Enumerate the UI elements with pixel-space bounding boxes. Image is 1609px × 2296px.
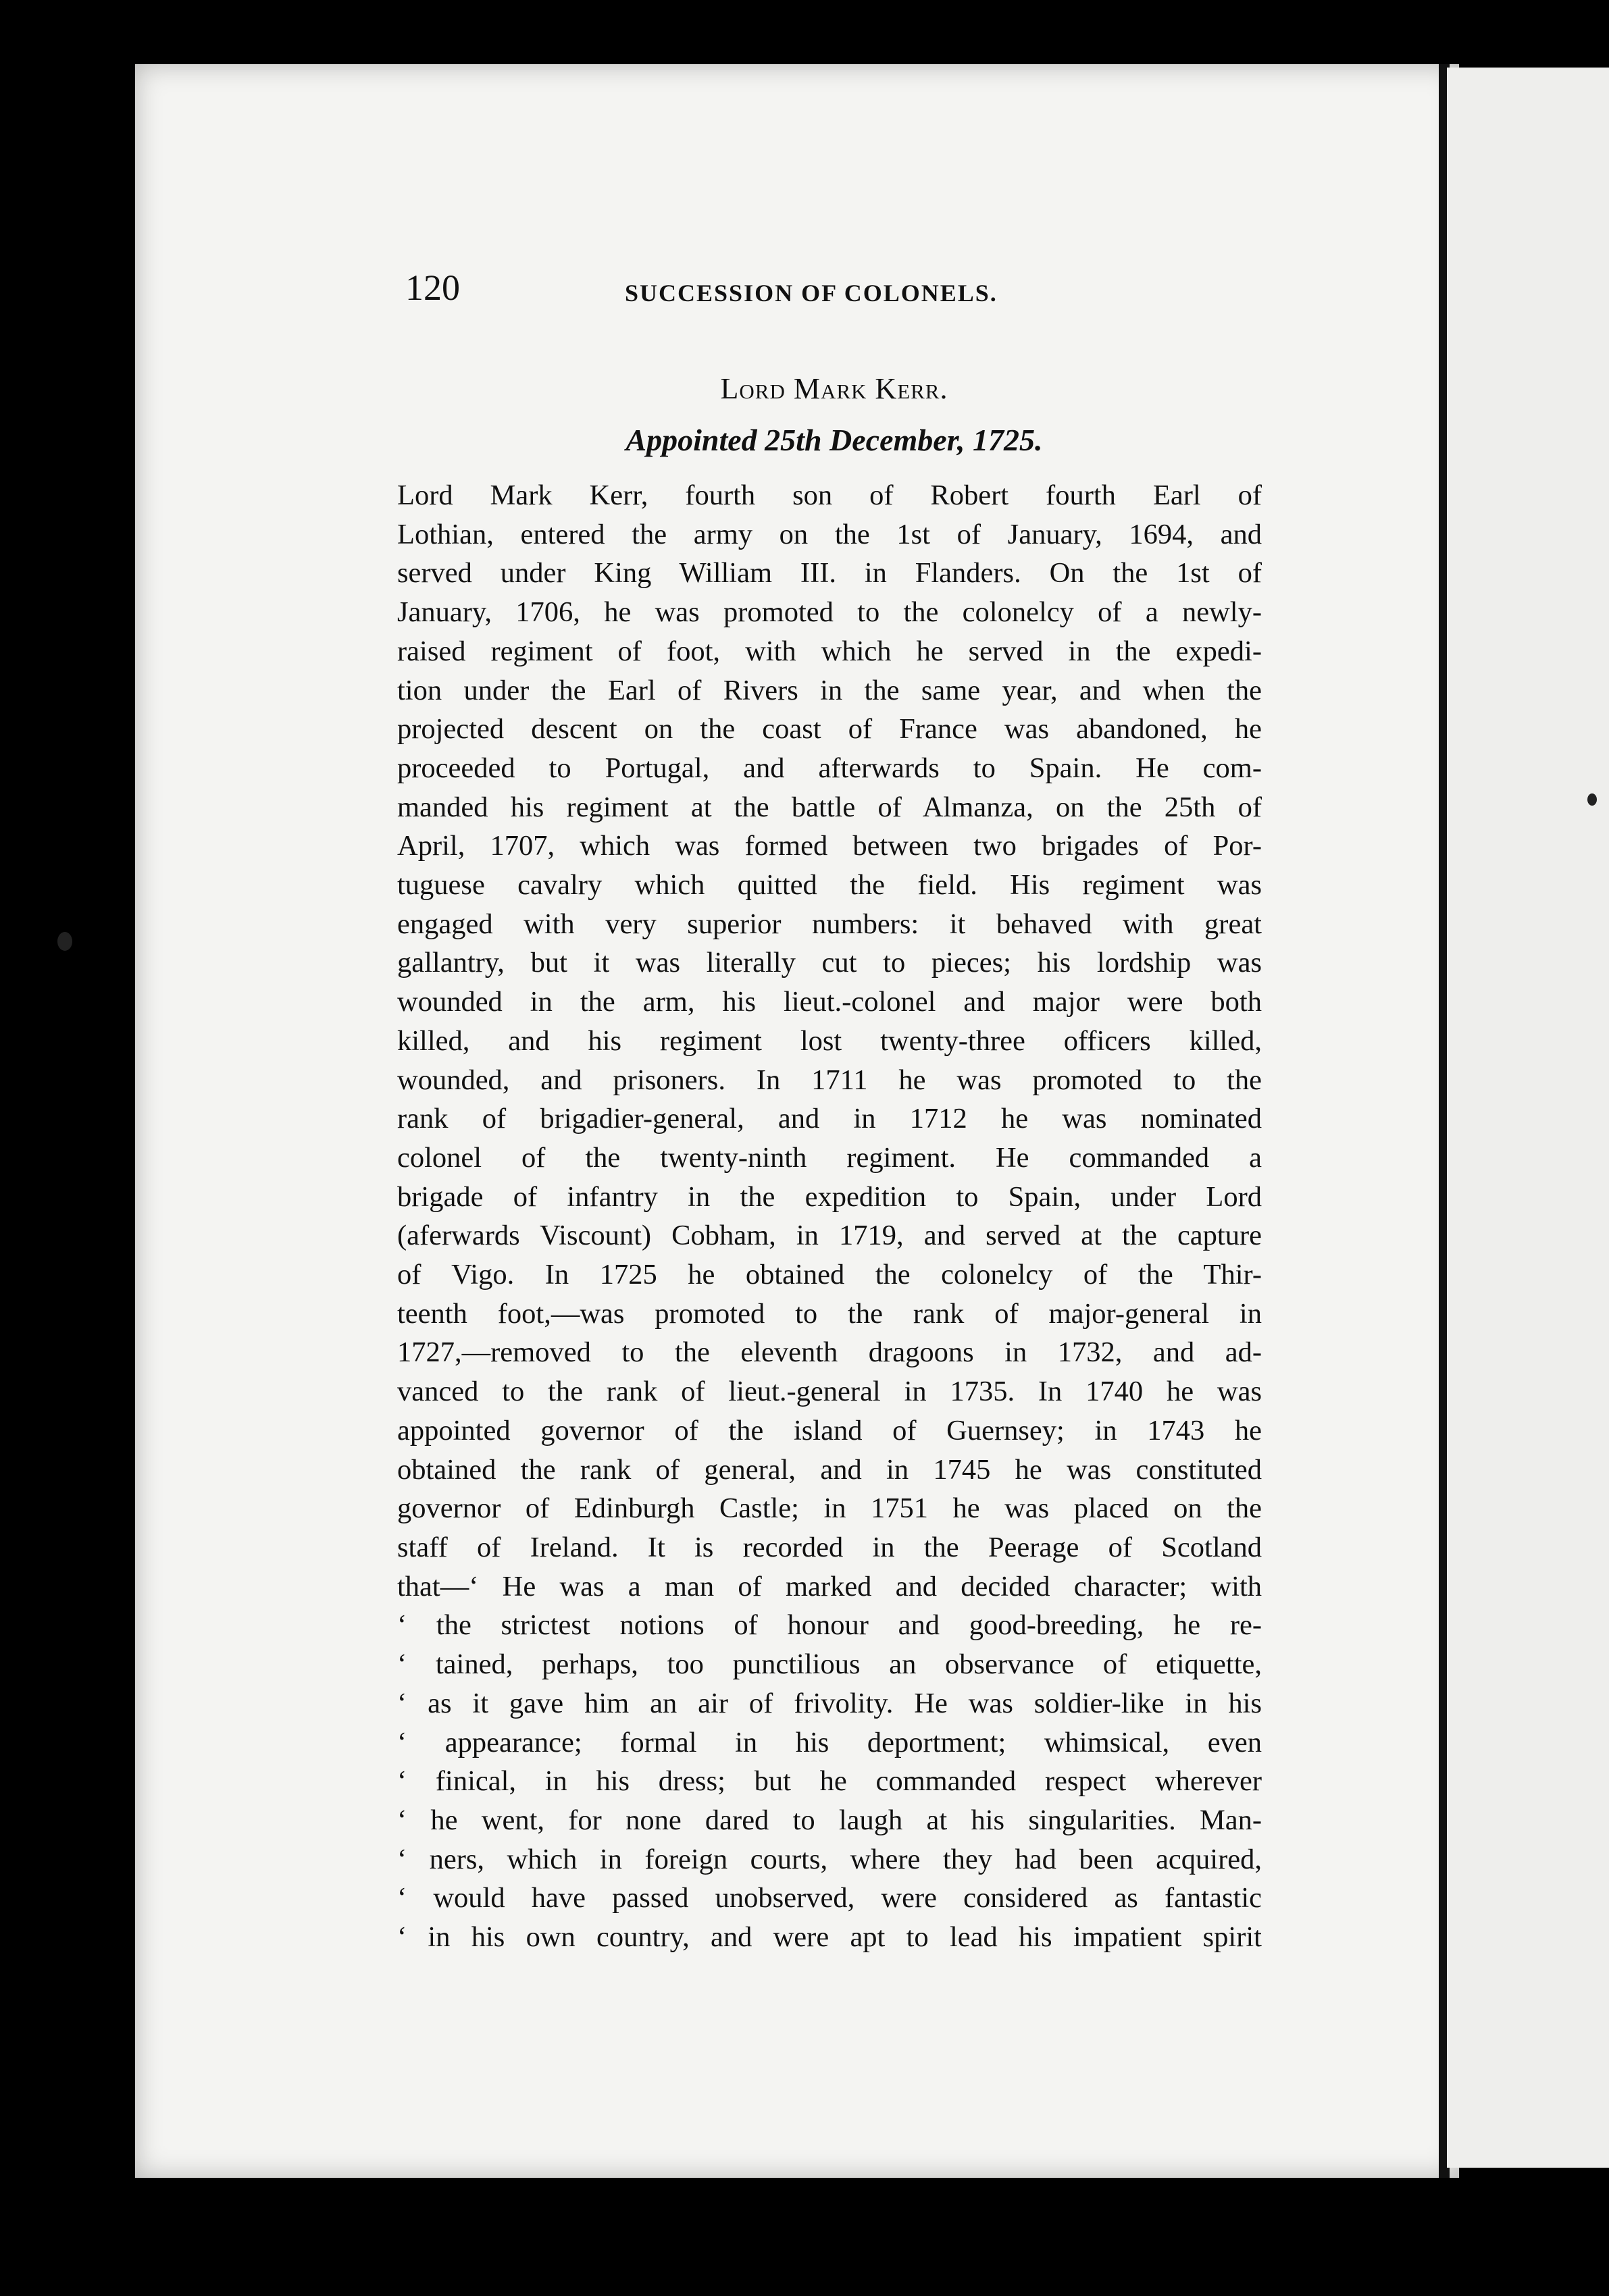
section-subtitle: Appointed 25th December, 1725. bbox=[625, 423, 1043, 457]
text-line: staff of Ireland. It is recorded in the Peerage of Scotland bbox=[397, 1531, 1262, 1563]
body-text bbox=[397, 476, 1262, 1957]
page-number: 120 bbox=[405, 267, 460, 308]
text-line: ‘ finical, in his dress; but he commanded respect wherever bbox=[397, 1765, 1262, 1798]
text-line: ‘ would have passed unobserved, were considered as fantastic bbox=[397, 1882, 1262, 1914]
text-line: tion under the Earl of Rivers in the same year, and when the bbox=[397, 674, 1262, 706]
text-line: Lothian, entered the army on the 1st of January, 1694, and bbox=[397, 518, 1262, 550]
text-line: appointed governor of the island of Guernsey; in 1743 he bbox=[397, 1414, 1262, 1446]
text-line: wounded, and prisoners. In 1711 he was promoted to the bbox=[397, 1064, 1262, 1096]
text-line: raised regiment of foot, with which he served in the expedi- bbox=[397, 635, 1262, 667]
text-line: ‘ he went, for none dared to laugh at his singularities. Man- bbox=[397, 1804, 1262, 1836]
text-line: projected descent on the coast of France was abandoned, he bbox=[397, 713, 1262, 746]
text-line: teenth foot,—was promoted to the rank of major-general in bbox=[397, 1297, 1262, 1330]
text-line: January, 1706, he was promoted to the colonelcy of a newly- bbox=[397, 596, 1262, 629]
text-line: April, 1707, which was formed between two brigades of Por- bbox=[397, 830, 1262, 862]
text-line: of Vigo. In 1725 he obtained the colonelcy of the Thir- bbox=[397, 1259, 1262, 1291]
text-line: ‘ in his own country, and were apt to lead his impatient spirit bbox=[397, 1921, 1262, 1954]
text-line: served under King William III. in Flanders. On the 1st of bbox=[397, 557, 1262, 590]
text-line: gallantry, but it was literally cut to pieces; his lordship was bbox=[397, 947, 1262, 979]
text-line: ‘ ners, which in foreign courts, where they had been acquired, bbox=[397, 1843, 1262, 1875]
text-line: Lord Mark Kerr, fourth son of Robert fourth Earl of bbox=[397, 479, 1262, 511]
text-line: that—‘ He was a man of marked and decided character; with bbox=[397, 1570, 1262, 1602]
text-line: ‘ appearance; formal in his deportment; whimsical, even bbox=[397, 1726, 1262, 1758]
scan-speck bbox=[1587, 793, 1597, 806]
text-line: governor of Edinburgh Castle; in 1751 he was placed on the bbox=[397, 1492, 1262, 1525]
text-line: 1727,—removed to the eleventh dragoons in 1732, and ad- bbox=[397, 1336, 1262, 1369]
scan-speck bbox=[57, 932, 72, 951]
text-line: colonel of the twenty-ninth regiment. He commanded a bbox=[397, 1141, 1262, 1174]
text-line: vanced to the rank of lieut.-general in 1735. In 1740 he was bbox=[397, 1376, 1262, 1408]
text-line: wounded in the arm, his lieut.-colonel and major were both bbox=[397, 986, 1262, 1018]
text-line: (aferwards Viscount) Cobham, in 1719, and served at the capture bbox=[397, 1220, 1262, 1252]
text-line: ‘ tained, perhaps, too punctilious an observance of etiquette, bbox=[397, 1648, 1262, 1681]
running-head: SUCCESSION OF COLONELS. bbox=[625, 280, 998, 307]
text-line: obtained the rank of general, and in 1745 he was constituted bbox=[397, 1453, 1262, 1486]
adjacent-page-edge bbox=[1447, 68, 1609, 2168]
text-line: manded his regiment at the battle of Almanza, on the 25th of bbox=[397, 791, 1262, 823]
text-line: proceeded to Portugal, and afterwards to Spain. He com- bbox=[397, 752, 1262, 784]
text-line: ‘ as it gave him an air of frivolity. He was soldier-like in his bbox=[397, 1687, 1262, 1719]
section-title: Lord Mark Kerr. bbox=[720, 372, 948, 405]
page-header bbox=[405, 267, 1283, 321]
text-line: engaged with very superior numbers: it behaved with great bbox=[397, 908, 1262, 940]
text-line: tuguese cavalry which quitted the field. His regiment was bbox=[397, 869, 1262, 902]
text-line: ‘ the strictest notions of honour and good-breeding, he re- bbox=[397, 1609, 1262, 1642]
text-line: rank of brigadier-general, and in 1712 he was nominated bbox=[397, 1103, 1262, 1135]
text-line: killed, and his regiment lost twenty-three officers killed, bbox=[397, 1024, 1262, 1057]
text-line: brigade of infantry in the expedition to Spain, under Lord bbox=[397, 1180, 1262, 1213]
